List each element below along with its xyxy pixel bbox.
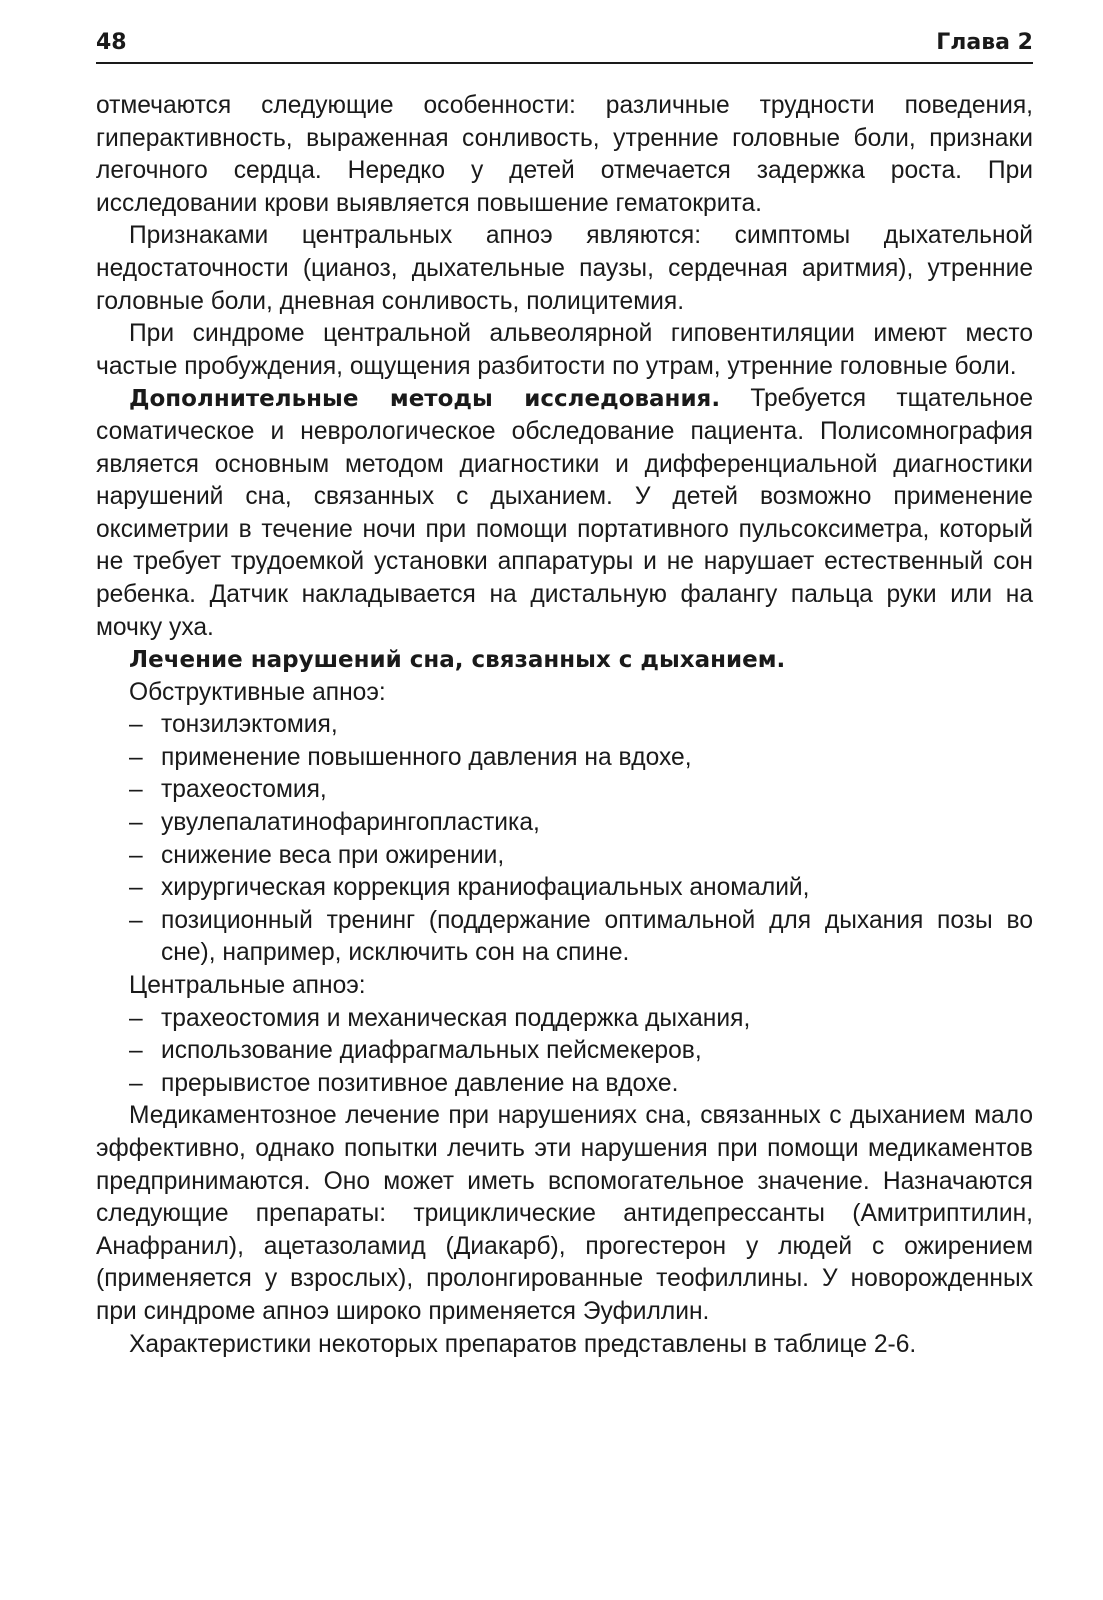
list-item: – использование диафрагмальных пейсмекеров, — [96, 1035, 1033, 1068]
paragraph-continued: отмечаются следующие особенности: различные трудности поведения, гиперактивность, выраженная сонливость, утренние головные боли, признаки легочного сердца. Нередко у детей отмечается задержка роста. При исследовании крови выявляется повышение гематокрита. — [96, 92, 1033, 217]
obstructive-treatment-list — [96, 709, 1033, 970]
chapter-title: Глава 2 — [936, 30, 1033, 55]
run-in-heading-methods: Дополнительные методы исследования. — [129, 386, 721, 413]
list-item: – увулепалатинофарингопластика, — [96, 807, 1033, 840]
list-item: – снижение веса при ожирении, — [96, 840, 1033, 873]
central-apnea-label: Центральные апноэ: — [129, 972, 366, 1000]
body-text — [96, 90, 1033, 1361]
page-number: 48 — [96, 30, 127, 55]
list-item: – прерывистое позитивное давление на вдохе. — [96, 1068, 1033, 1101]
paragraph-methods-text: Требуется тщательное соматическое и неврологическое обследование пациента. Полисомнография является основным методом диагностики и дифференциальной диагностики нарушений сна, связанных с дыханием. У детей возможно применение оксиметрии в течение ночи при помощи портативного пульсоксиметра, который не требует трудоемкой установки аппаратуры и не нарушает естественный сон ребенка. Датчик накладывается на дистальную фалангу пальца руки или на мочку уха. — [96, 385, 1033, 641]
obstructive-apnea-label: Обструктивные апноэ: — [129, 678, 386, 706]
list-item: – позиционный тренинг (поддержание оптимальной для дыхания позы во сне), например, исключить сон на спине. — [96, 905, 1033, 970]
list-item: – трахеостомия и механическая поддержка дыхания, — [96, 1003, 1033, 1036]
paragraph-additional-methods — [96, 383, 1033, 644]
list-item: – тонзилэктомия, — [96, 709, 1033, 742]
paragraph-hypoventilation: При синдроме центральной альвеолярной гиповентиляции имеют место частые пробуждения, ощущения разбитости по утрам, утренние головные боли. — [96, 320, 1033, 380]
paragraph-medication: Медикаментозное лечение при нарушениях сна, связанных с дыханием мало эффективно, однако попытки лечить эти нарушения при помощи медикаментов предпринимаются. Оно может иметь вспомогательное значение. Назначаются следующие препараты: трициклические антидепрессанты (Амитриптилин, Анафранил), ацетазоламид (Диакарб), прогестерон у людей с ожирением (применяется у взрослых), пролонгированные теофиллины. У новорожденных при синдроме апноэ широко применяется Эуфиллин. — [96, 1102, 1033, 1325]
section-heading-treatment: Лечение нарушений сна, связанных с дыханием. — [129, 647, 786, 674]
list-item: – применение повышенного давления на вдохе, — [96, 742, 1033, 775]
book-page — [96, 28, 1033, 1361]
list-item: – хирургическая коррекция краниофациальных аномалий, — [96, 872, 1033, 905]
paragraph-table-reference: Характеристики некоторых препаратов представлены в таблице 2-6. — [129, 1330, 917, 1358]
paragraph-central-apnea-signs: Признаками центральных апноэ являются: симптомы дыхательной недостаточности (цианоз, дыхательные паузы, сердечная аритмия), утренние головные боли, дневная сонливость, полицитемия. — [96, 222, 1033, 315]
list-item: – трахеостомия, — [96, 774, 1033, 807]
central-treatment-list — [96, 1003, 1033, 1101]
running-header — [96, 28, 1033, 64]
